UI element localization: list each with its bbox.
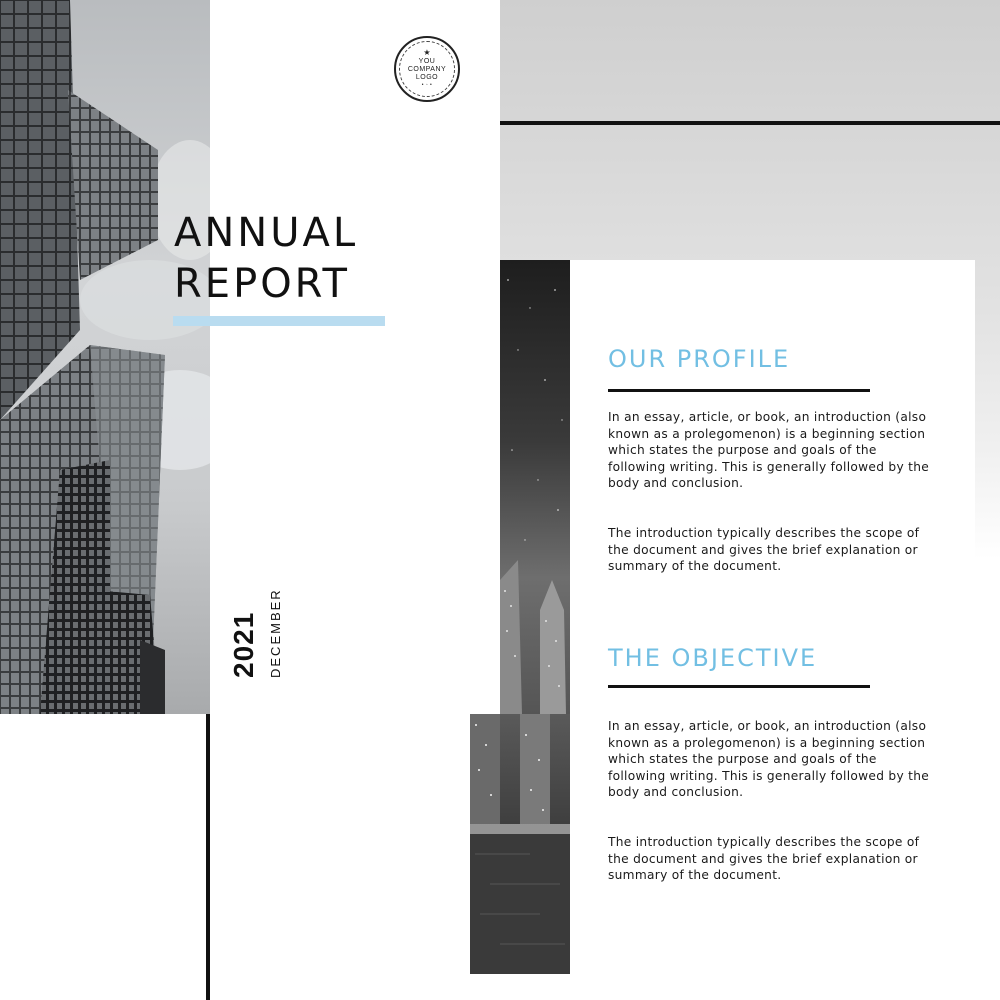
city-night-photo — [500, 260, 570, 714]
objective-paragraph-1: In an essay, article, or book, an introduction (also known as a prolegomenon) is a beginning section which states the purpose and goals of the following writing. This is generally followed by the body and conclusion. — [608, 719, 930, 800]
vertical-divider-line — [206, 714, 210, 1000]
skyscraper-photo-art — [0, 0, 210, 714]
section-heading-objective: THE OBJECTIVE — [608, 644, 818, 672]
cover-title-line1: ANNUAL — [174, 210, 359, 256]
cover-page — [210, 0, 500, 1000]
cover-title — [174, 208, 414, 310]
section-rule-profile — [608, 389, 870, 392]
skyscraper-photo — [0, 0, 210, 714]
objective-paragraph-2: The introduction typically describes the scope of the document and gives the brief explanation or summary of the document. — [608, 835, 920, 883]
report-year: 2021 — [228, 611, 259, 678]
city-night-photo-art — [500, 260, 570, 714]
logo-text-line2: COMPANY — [407, 66, 447, 73]
logo-dots: • ◦ • — [421, 82, 433, 88]
profile-paragraph-1: In an essay, article, or book, an introduction (also known as a prolegomenon) is a beginning section which states the purpose and goals of the following writing. This is generally followed by the body and conclusion. — [608, 410, 930, 491]
star-icon: ★ — [423, 48, 431, 57]
city-waterfront-photo — [470, 714, 570, 974]
logo-text-line3: LOGO — [415, 74, 439, 81]
company-logo — [394, 36, 460, 102]
section-heading-profile: OUR PROFILE — [608, 345, 791, 373]
title-accent-bar — [173, 316, 385, 326]
cover-title-line2: REPORT — [174, 261, 350, 307]
section-rule-objective — [608, 685, 870, 688]
report-month: DECEMBER — [268, 588, 283, 678]
top-divider-line — [500, 121, 1000, 125]
logo-text-line1: YOU — [418, 58, 436, 65]
profile-paragraph-2: The introduction typically describes the scope of the document and gives the brief explanation or summary of the document. — [608, 526, 920, 574]
city-waterfront-photo-art — [470, 714, 570, 974]
